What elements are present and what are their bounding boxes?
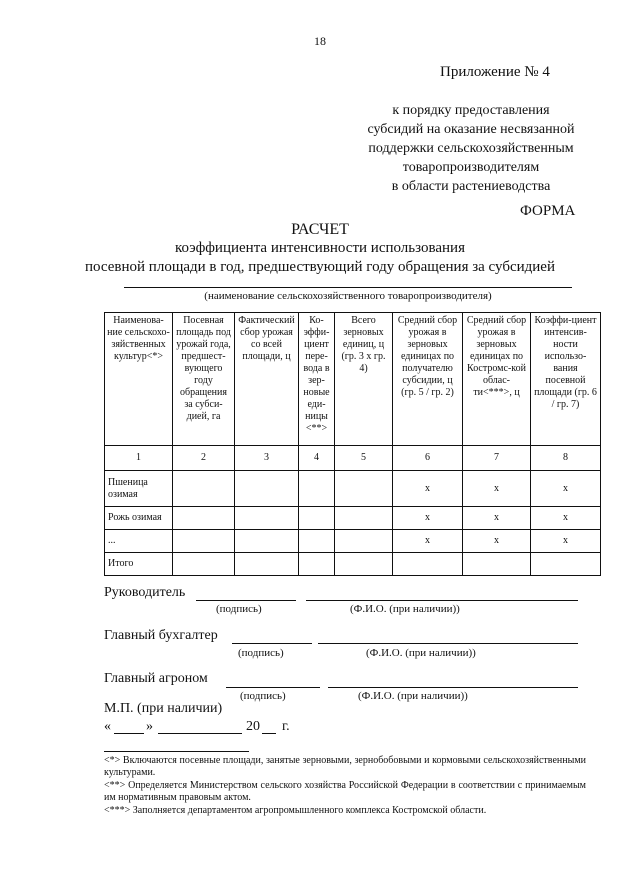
table-cell[interactable] [335,553,393,576]
table-cell[interactable] [173,553,235,576]
fio-label: (Ф.И.О. (при наличии)) [358,690,468,702]
reference-line: к порядку предоставления [392,103,550,118]
crop-name: Итого [105,553,173,576]
table-cell[interactable] [299,553,335,576]
table-cell [463,553,531,576]
footnote: <***> Заполняется департаментом агропромышленного комплекса Костромской области. [104,805,487,816]
column-number: 5 [335,446,393,471]
date-day-field[interactable] [114,733,144,734]
column-header: Наименова-ние сельскохо-зяйственных культур<*> [105,313,173,446]
table-cell: х [393,507,463,530]
signature-label: (подпись) [216,603,262,615]
table-cell[interactable] [173,507,235,530]
table-row [105,507,601,530]
column-number: 8 [531,446,601,471]
footnote: <*> Включаются посевные площади, занятые зерновыми, зернобобовыми и кормовыми сельскохозяйственными культурами. [104,755,586,778]
document-title [0,220,640,277]
table-cell: х [531,530,601,553]
column-header: Коэффи-циент интенсив-ности использо-вания посевной площади (гр. 6 / гр. 7) [531,313,601,446]
column-number: 6 [393,446,463,471]
date-open-quote: « [104,719,111,734]
signature-label: (подпись) [240,690,286,702]
signature-label: (подпись) [238,647,284,659]
reference-line: субсидий на оказание несвязанной [367,122,575,137]
table-row [105,553,601,576]
table-row [105,471,601,507]
column-number: 3 [235,446,299,471]
year-suffix: г. [282,719,290,734]
footnote: <**> Определяется Министерством сельского хозяйства Российской Федерации в соответствии с принимаемым им нормативным правовым актом. [104,780,586,803]
stamp-label: М.П. (при наличии) [104,701,223,716]
reference-line: поддержки сельскохозяйственным [368,141,574,156]
table-cell: х [393,471,463,507]
appendix-title: Приложение № 4 [440,64,550,80]
reference-line: в области растениеводства [391,179,551,194]
table-cell[interactable] [235,507,299,530]
head-signature-line[interactable] [196,600,296,601]
accountant-label: Главный бухгалтер [104,628,218,643]
table-cell[interactable] [335,471,393,507]
fio-label: (Ф.И.О. (при наличии)) [366,647,476,659]
table-cell[interactable] [335,507,393,530]
column-header: Всего зерновых единиц, ц (гр. 3 х гр. 4) [335,313,393,446]
table-cell: х [393,530,463,553]
producer-name-label: (наименование сельскохозяйственного товаропроизводителя) [204,290,492,302]
date-month-field[interactable] [158,733,242,734]
table-cell[interactable] [299,507,335,530]
table-cell: х [463,507,531,530]
agronomist-label: Главный агроном [104,671,208,686]
title-line: коэффициента интенсивности использования [175,240,465,256]
footnote-separator [104,751,249,752]
crop-name: Пшеница озимая [105,471,173,507]
table-row [105,530,601,553]
column-number: 4 [299,446,335,471]
calculation-table [104,312,601,576]
table-cell[interactable] [335,530,393,553]
agronomist-signature-line[interactable] [226,687,320,688]
date-close-quote: » [146,719,153,734]
producer-name-field[interactable] [124,287,572,288]
table-cell[interactable] [235,471,299,507]
table-cell: х [463,530,531,553]
table-cell[interactable] [235,553,299,576]
reference-line: товаропроизводителям [402,160,540,175]
column-header: Средний сбор урожая в зерновых единицах по Костромс-кой облас-ти<***>, ц [463,313,531,446]
crop-name: Рожь озимая [105,507,173,530]
column-header: Фактический сбор урожая со всей площади, ц [235,313,299,446]
column-number: 7 [463,446,531,471]
page-number: 18 [314,34,326,48]
year-prefix: 20 [246,719,260,734]
column-header: Посевная площадь под урожай года, предшест-вующего году обращения за субси-дией, га [173,313,235,446]
table-cell[interactable] [299,530,335,553]
table-cell [393,553,463,576]
title-line: посевной площади в год, предшествующий году обращения за субсидией [85,259,555,275]
date-year-field[interactable] [262,733,276,734]
table-cell: х [463,471,531,507]
column-header: Ко-эффи-циент пере-вода в зер-новые еди-ницы <**> [299,313,335,446]
table-cell: х [531,471,601,507]
crop-name: ... [105,530,173,553]
column-number: 1 [105,446,173,471]
head-label: Руководитель [104,585,186,600]
table-cell[interactable] [173,471,235,507]
column-header: Средний сбор урожая в зерновых единицах по получателю субсидии, ц (гр. 5 / гр. 2) [393,313,463,446]
agronomist-fio-line[interactable] [328,687,578,688]
form-label: ФОРМА [520,203,576,219]
title-main: РАСЧЕТ [291,221,349,238]
table-cell: х [531,507,601,530]
column-number: 2 [173,446,235,471]
accountant-signature-line[interactable] [232,643,312,644]
table-cell[interactable] [235,530,299,553]
accountant-fio-line[interactable] [318,643,578,644]
fio-label: (Ф.И.О. (при наличии)) [350,603,460,615]
head-fio-line[interactable] [306,600,578,601]
table-cell[interactable] [173,530,235,553]
appendix-reference [330,101,612,196]
table-cell[interactable] [299,471,335,507]
table-cell [531,553,601,576]
